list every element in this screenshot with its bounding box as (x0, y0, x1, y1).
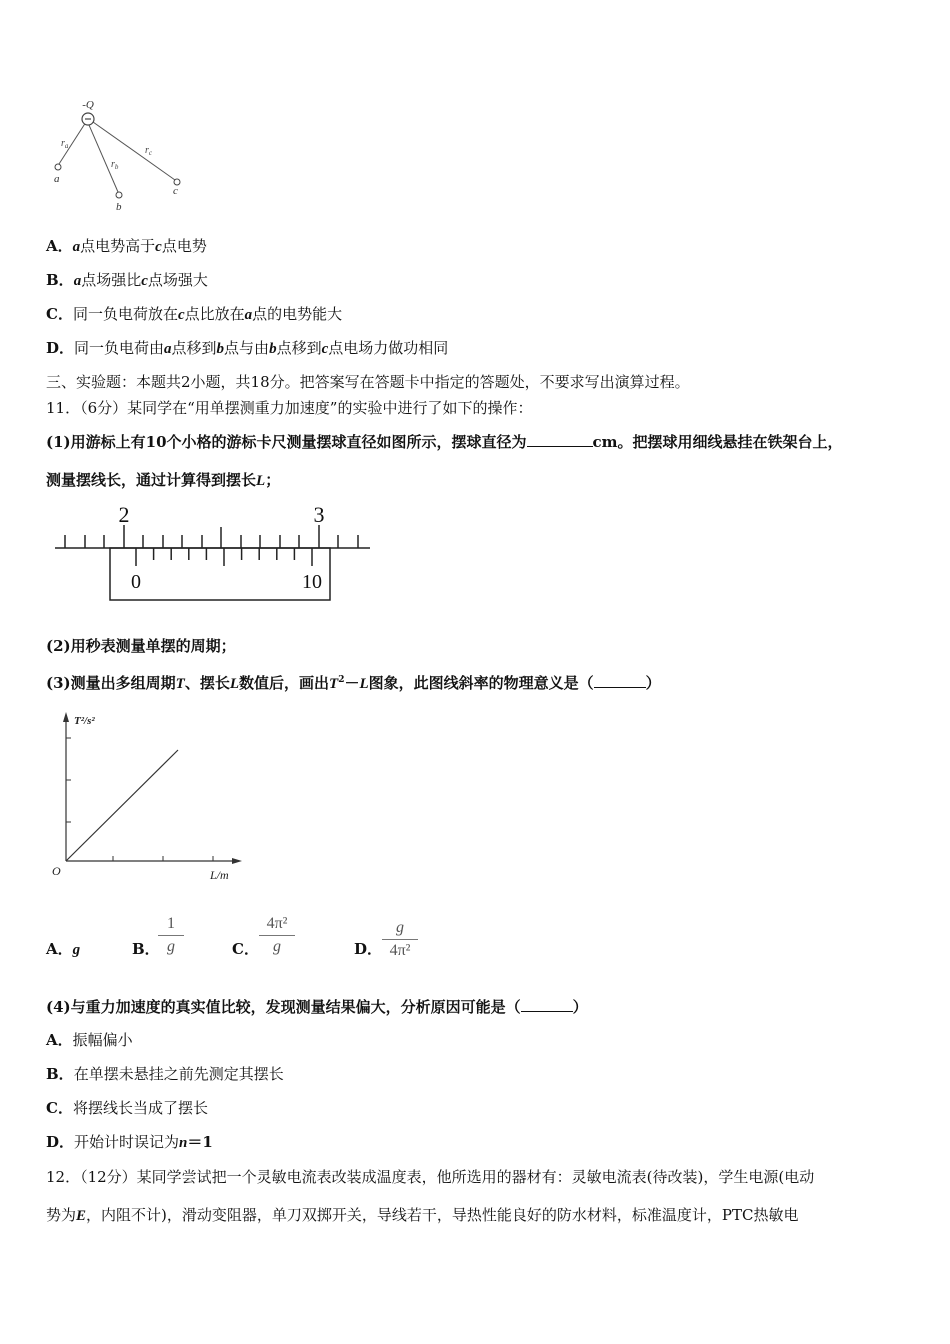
q11-part3: (3)测量出多组周期T、摆长L数值后，画出$T^2-L$图象，此图线斜率的物理意义是（ ） (46, 674, 661, 692)
label-b: b (116, 201, 122, 213)
choice-b-fraction: 1 g (158, 915, 184, 956)
x-ticks (113, 856, 213, 861)
y-axis-arrow (63, 712, 69, 722)
q11-p4-option-d: D．开始计时误记为n＝1 (46, 1133, 213, 1151)
q11-p4-option-c: C．将摆线长当成了摆长 (46, 1099, 208, 1117)
q11-part2: (2)用秒表测量单摆的周期； (46, 637, 236, 655)
vernier-box (110, 548, 330, 600)
label-rb: $r_b$ (111, 159, 119, 171)
label-a: a (54, 173, 60, 185)
y-axis-label: T²/s² (74, 715, 95, 727)
origin-label: O (52, 864, 61, 878)
point-a-dot (55, 164, 61, 170)
answer-blank-slope[interactable] (594, 672, 646, 688)
main-scale-label-3: 3 (313, 502, 325, 527)
q10-option-a: A．a点电势高于c点电势 (46, 237, 207, 255)
choice-a[interactable]: A．g (46, 940, 81, 958)
t2-l-graph (44, 706, 254, 886)
charge-field-figure (48, 96, 198, 216)
point-b-dot (116, 192, 122, 198)
choice-c-fraction: 4π² g (259, 915, 295, 956)
label-c: c (173, 185, 178, 197)
main-scale-ticks (65, 525, 358, 548)
vernier-label-10: 10 (302, 571, 322, 593)
vernier-ticks (136, 548, 312, 566)
graph-line (66, 750, 178, 861)
section3-heading: 三、实验题：本题共2小题，共18分。把答案写在答题卡中指定的答题处，不要求写出演算过程。 (46, 373, 690, 391)
choice-c[interactable]: C． (232, 940, 259, 958)
choice-d[interactable]: D． (354, 940, 383, 958)
q11-part1-line1: (1)用游标上有10个小格的游标卡尺测量摆球直径如图所示，摆球直径为 cm。把摆球用细线悬挂在铁架台上， (46, 433, 843, 451)
q12-line2: 势为E，内阻不计)，滑动变阻器，单刀双掷开关，导线若干，导热性能良好的防水材料，标准温度计，PTC热敏电 (46, 1206, 799, 1224)
line-rc (93, 122, 175, 180)
main-scale-label-2: 2 (118, 502, 130, 527)
charge-label: -Q (82, 99, 94, 111)
q10-option-c: C．同一负电荷放在c点比放在a点的电势能大 (46, 305, 343, 323)
vernier-caliper-figure (50, 500, 380, 605)
x-axis-arrow (232, 858, 242, 864)
q11-intro: 11．（6分）某同学在“用单摆测重力加速度”的实验中进行了如下的操作： (46, 399, 533, 417)
label-rc: $r_c$ (145, 145, 153, 157)
q11-p4-option-b: B．在单摆未悬挂之前先测定其摆长 (46, 1065, 284, 1083)
q11-part4: (4)与重力加速度的真实值比较，发现测量结果偏大，分析原因可能是（ ） (46, 998, 588, 1016)
q11-part1-line2: 测量摆线长，通过计算得到摆长L； (46, 471, 281, 489)
q10-option-b: B．a点场强比c点场强大 (46, 271, 208, 289)
vernier-label-0: 0 (131, 571, 141, 593)
q12-line1: 12．（12分）某同学尝试把一个灵敏电流表改装成温度表，他所选用的器材有：灵敏电流表(待改装)，学生电源(电动 (46, 1168, 815, 1186)
x-axis-label: L/m (210, 868, 229, 882)
answer-blank-reason[interactable] (521, 996, 573, 1012)
choice-b[interactable]: B． (132, 940, 160, 958)
y-ticks (66, 738, 71, 822)
q11-p4-option-a: A．振幅偏小 (46, 1031, 133, 1049)
choice-d-fraction: g 4π² (382, 919, 418, 960)
q10-option-d: D．同一负电荷由a点移到b点与由b点移到c点电场力做功相同 (46, 339, 449, 357)
label-ra: $r_a$ (61, 138, 69, 150)
answer-blank-diameter[interactable] (527, 431, 593, 447)
